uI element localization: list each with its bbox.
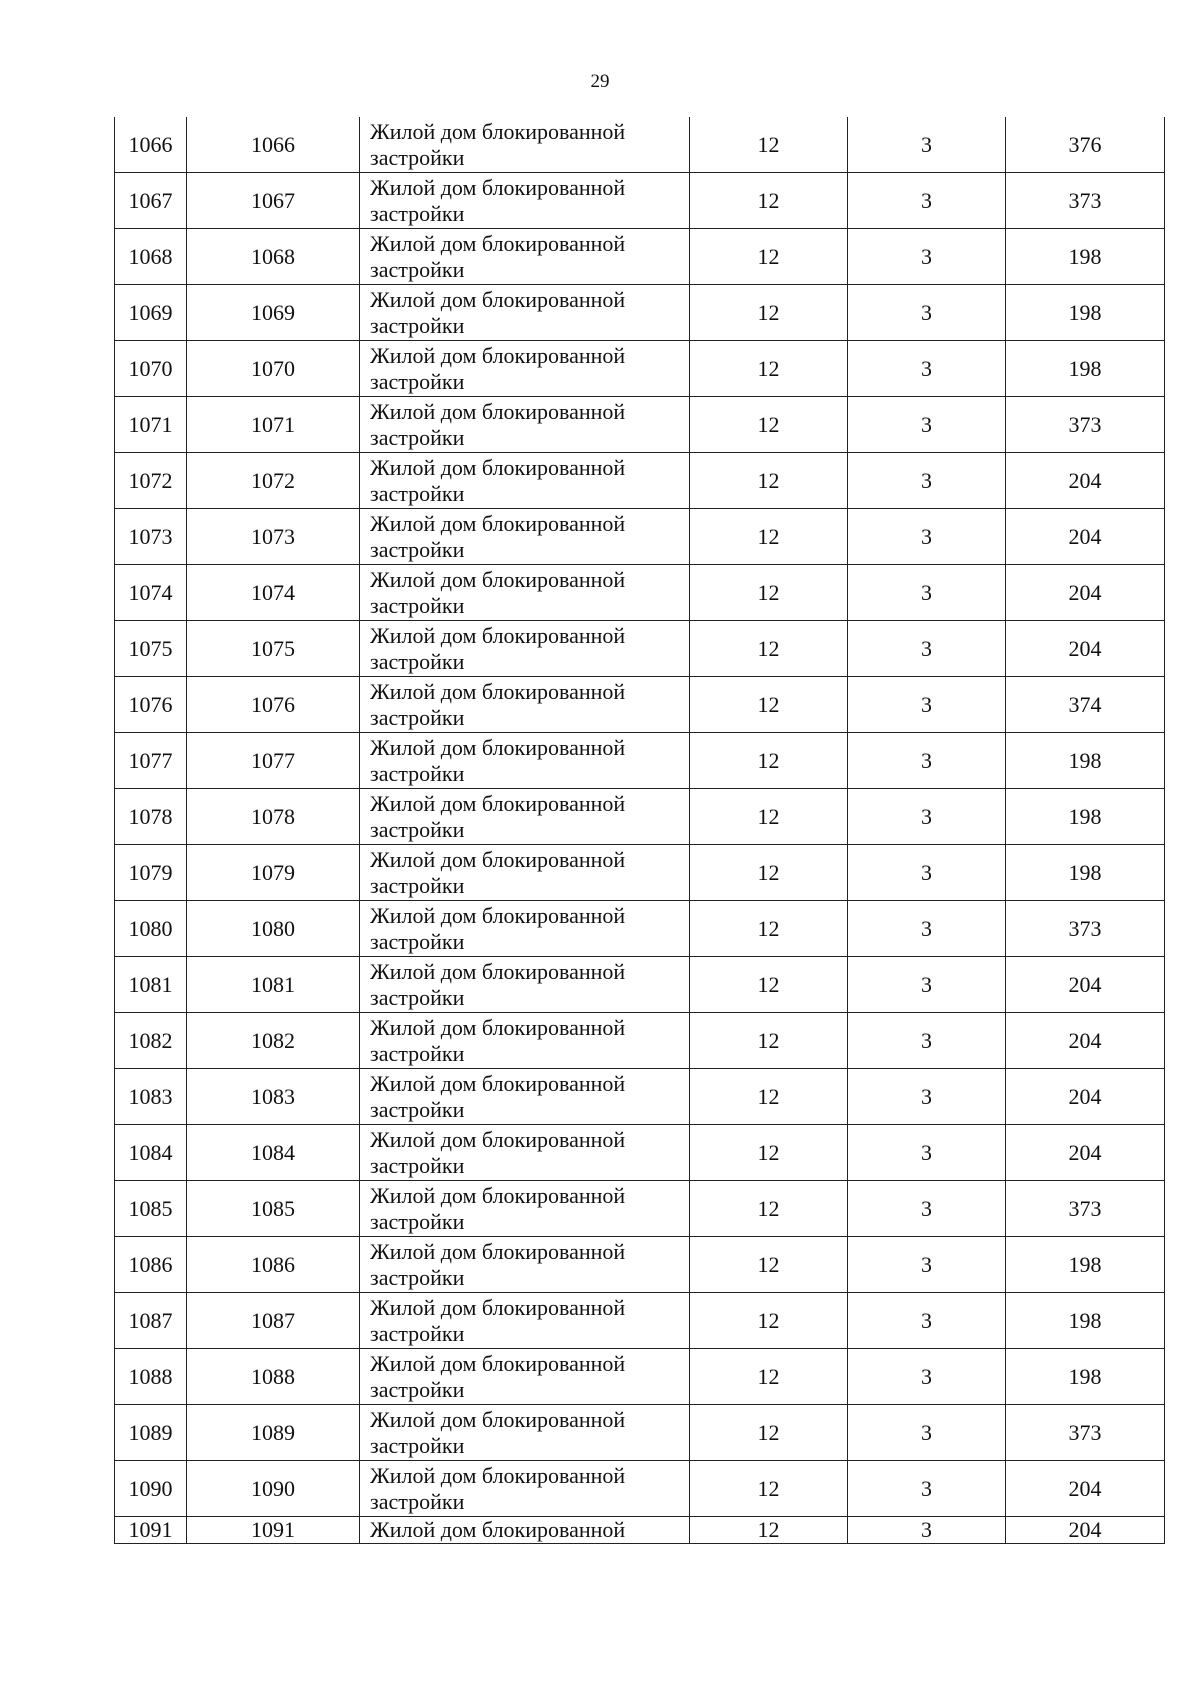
- value-b-cell: 3: [848, 733, 1006, 789]
- table-row: [115, 285, 1165, 341]
- value-b-cell: 3: [848, 845, 1006, 901]
- value-b-cell: 3: [848, 565, 1006, 621]
- value-c-cell: 198: [1006, 229, 1165, 285]
- object-id-cell: 1074: [187, 565, 360, 621]
- value-a-cell: 12: [690, 1461, 848, 1517]
- row-number-cell: 1069: [115, 285, 187, 341]
- object-id-cell: 1067: [187, 173, 360, 229]
- value-c-cell: 204: [1006, 509, 1165, 565]
- description-cell: Жилой дом блокированной застройки: [360, 1405, 690, 1461]
- description-cell: Жилой дом блокированной застройки: [360, 341, 690, 397]
- table-row: [115, 901, 1165, 957]
- value-c-cell: 204: [1006, 1517, 1165, 1544]
- description-cell: Жилой дом блокированной застройки: [360, 901, 690, 957]
- object-id-cell: 1078: [187, 789, 360, 845]
- object-id-cell: 1069: [187, 285, 360, 341]
- row-number-cell: 1070: [115, 341, 187, 397]
- value-c-cell: 204: [1006, 1069, 1165, 1125]
- description-cell: Жилой дом блокированной застройки: [360, 229, 690, 285]
- description-cell: Жилой дом блокированной застройки: [360, 1461, 690, 1517]
- value-c-cell: 204: [1006, 453, 1165, 509]
- value-b-cell: 3: [848, 173, 1006, 229]
- object-id-cell: 1082: [187, 1013, 360, 1069]
- row-number-cell: 1076: [115, 677, 187, 733]
- object-id-cell: 1076: [187, 677, 360, 733]
- value-c-cell: 373: [1006, 1181, 1165, 1237]
- table-row: [115, 173, 1165, 229]
- object-id-cell: 1075: [187, 621, 360, 677]
- value-b-cell: 3: [848, 1349, 1006, 1405]
- value-c-cell: 204: [1006, 621, 1165, 677]
- value-c-cell: 198: [1006, 733, 1165, 789]
- object-id-cell: 1068: [187, 229, 360, 285]
- value-a-cell: 12: [690, 341, 848, 397]
- value-b-cell: 3: [848, 1181, 1006, 1237]
- description-cell: Жилой дом блокированной застройки: [360, 733, 690, 789]
- row-number-cell: 1066: [115, 117, 187, 173]
- value-c-cell: 374: [1006, 677, 1165, 733]
- table-row: [115, 845, 1165, 901]
- value-c-cell: 198: [1006, 845, 1165, 901]
- row-number-cell: 1090: [115, 1461, 187, 1517]
- table-row: [115, 1349, 1165, 1405]
- row-number-cell: 1083: [115, 1069, 187, 1125]
- value-c-cell: 204: [1006, 1125, 1165, 1181]
- table-row: [115, 1181, 1165, 1237]
- object-id-cell: 1080: [187, 901, 360, 957]
- row-number-cell: 1077: [115, 733, 187, 789]
- description-cell: Жилой дом блокированной застройки: [360, 1293, 690, 1349]
- value-a-cell: 12: [690, 957, 848, 1013]
- value-a-cell: 12: [690, 1349, 848, 1405]
- value-c-cell: 373: [1006, 901, 1165, 957]
- value-a-cell: 12: [690, 397, 848, 453]
- value-a-cell: 12: [690, 229, 848, 285]
- object-id-cell: 1083: [187, 1069, 360, 1125]
- description-cell: Жилой дом блокированной застройки: [360, 117, 690, 173]
- row-number-cell: 1080: [115, 901, 187, 957]
- row-number-cell: 1082: [115, 1013, 187, 1069]
- value-b-cell: 3: [848, 621, 1006, 677]
- value-a-cell: 12: [690, 453, 848, 509]
- object-id-cell: 1088: [187, 1349, 360, 1405]
- object-id-cell: 1070: [187, 341, 360, 397]
- value-a-cell: 12: [690, 677, 848, 733]
- table-body: [115, 117, 1165, 1544]
- value-b-cell: 3: [848, 677, 1006, 733]
- row-number-cell: 1086: [115, 1237, 187, 1293]
- value-a-cell: 12: [690, 1181, 848, 1237]
- row-number-cell: 1078: [115, 789, 187, 845]
- value-a-cell: 12: [690, 1125, 848, 1181]
- table-row: [115, 1517, 1165, 1544]
- value-b-cell: 3: [848, 1237, 1006, 1293]
- table-row: [115, 453, 1165, 509]
- value-b-cell: 3: [848, 1461, 1006, 1517]
- value-b-cell: 3: [848, 453, 1006, 509]
- object-id-cell: 1077: [187, 733, 360, 789]
- description-cell: Жилой дом блокированной застройки: [360, 957, 690, 1013]
- description-cell: Жилой дом блокированной застройки: [360, 789, 690, 845]
- table-row: [115, 677, 1165, 733]
- object-id-cell: 1071: [187, 397, 360, 453]
- value-c-cell: 373: [1006, 173, 1165, 229]
- table-row: [115, 341, 1165, 397]
- object-id-cell: 1085: [187, 1181, 360, 1237]
- table-row: [115, 1069, 1165, 1125]
- value-c-cell: 198: [1006, 285, 1165, 341]
- object-id-cell: 1066: [187, 117, 360, 173]
- value-b-cell: 3: [848, 509, 1006, 565]
- description-cell: Жилой дом блокированной застройки: [360, 397, 690, 453]
- table-row: [115, 1293, 1165, 1349]
- table-row: [115, 733, 1165, 789]
- value-c-cell: 204: [1006, 1013, 1165, 1069]
- value-b-cell: 3: [848, 1517, 1006, 1544]
- value-a-cell: 12: [690, 173, 848, 229]
- value-a-cell: 12: [690, 565, 848, 621]
- row-number-cell: 1085: [115, 1181, 187, 1237]
- table-row: [115, 621, 1165, 677]
- row-number-cell: 1091: [115, 1517, 187, 1544]
- value-a-cell: 12: [690, 621, 848, 677]
- object-id-cell: 1084: [187, 1125, 360, 1181]
- table-row: [115, 397, 1165, 453]
- table-row: [115, 229, 1165, 285]
- row-number-cell: 1073: [115, 509, 187, 565]
- value-c-cell: 198: [1006, 1349, 1165, 1405]
- value-b-cell: 3: [848, 789, 1006, 845]
- description-cell: Жилой дом блокированной застройки: [360, 173, 690, 229]
- value-c-cell: 198: [1006, 1237, 1165, 1293]
- row-number-cell: 1089: [115, 1405, 187, 1461]
- row-number-cell: 1068: [115, 229, 187, 285]
- description-cell: Жилой дом блокированной: [360, 1517, 690, 1544]
- value-c-cell: 373: [1006, 1405, 1165, 1461]
- row-number-cell: 1071: [115, 397, 187, 453]
- value-b-cell: 3: [848, 957, 1006, 1013]
- row-number-cell: 1075: [115, 621, 187, 677]
- value-a-cell: 12: [690, 1069, 848, 1125]
- table-row: [115, 1461, 1165, 1517]
- object-id-cell: 1079: [187, 845, 360, 901]
- value-b-cell: 3: [848, 1293, 1006, 1349]
- description-cell: Жилой дом блокированной застройки: [360, 453, 690, 509]
- description-cell: Жилой дом блокированной застройки: [360, 1069, 690, 1125]
- table-row: [115, 1013, 1165, 1069]
- description-cell: Жилой дом блокированной застройки: [360, 285, 690, 341]
- value-a-cell: 12: [690, 1013, 848, 1069]
- value-b-cell: 3: [848, 1405, 1006, 1461]
- value-a-cell: 12: [690, 285, 848, 341]
- value-a-cell: 12: [690, 509, 848, 565]
- value-c-cell: 204: [1006, 565, 1165, 621]
- object-id-cell: 1090: [187, 1461, 360, 1517]
- description-cell: Жилой дом блокированной застройки: [360, 845, 690, 901]
- row-number-cell: 1084: [115, 1125, 187, 1181]
- table-row: [115, 789, 1165, 845]
- page-number: 29: [590, 71, 610, 92]
- row-number-cell: 1072: [115, 453, 187, 509]
- value-c-cell: 376: [1006, 117, 1165, 173]
- value-a-cell: 12: [690, 1405, 848, 1461]
- row-number-cell: 1067: [115, 173, 187, 229]
- value-b-cell: 3: [848, 285, 1006, 341]
- description-cell: Жилой дом блокированной застройки: [360, 1125, 690, 1181]
- value-c-cell: 373: [1006, 397, 1165, 453]
- table-row: [115, 1237, 1165, 1293]
- table-row: [115, 509, 1165, 565]
- table-row: [115, 1125, 1165, 1181]
- description-cell: Жилой дом блокированной застройки: [360, 677, 690, 733]
- description-cell: Жилой дом блокированной застройки: [360, 509, 690, 565]
- description-cell: Жилой дом блокированной застройки: [360, 1349, 690, 1405]
- value-b-cell: 3: [848, 1069, 1006, 1125]
- row-number-cell: 1088: [115, 1349, 187, 1405]
- value-a-cell: 12: [690, 845, 848, 901]
- value-b-cell: 3: [848, 1013, 1006, 1069]
- value-b-cell: 3: [848, 901, 1006, 957]
- value-b-cell: 3: [848, 397, 1006, 453]
- description-cell: Жилой дом блокированной застройки: [360, 1237, 690, 1293]
- value-a-cell: 12: [690, 1237, 848, 1293]
- object-id-cell: 1091: [187, 1517, 360, 1544]
- description-cell: Жилой дом блокированной застройки: [360, 1013, 690, 1069]
- registry-table: [114, 117, 1165, 1544]
- value-c-cell: 204: [1006, 957, 1165, 1013]
- value-c-cell: 198: [1006, 1293, 1165, 1349]
- table-row: [115, 957, 1165, 1013]
- object-id-cell: 1081: [187, 957, 360, 1013]
- description-cell: Жилой дом блокированной застройки: [360, 621, 690, 677]
- object-id-cell: 1087: [187, 1293, 360, 1349]
- row-number-cell: 1079: [115, 845, 187, 901]
- value-b-cell: 3: [848, 1125, 1006, 1181]
- row-number-cell: 1087: [115, 1293, 187, 1349]
- value-a-cell: 12: [690, 901, 848, 957]
- object-id-cell: 1086: [187, 1237, 360, 1293]
- value-a-cell: 12: [690, 1293, 848, 1349]
- description-cell: Жилой дом блокированной застройки: [360, 1181, 690, 1237]
- description-cell: Жилой дом блокированной застройки: [360, 565, 690, 621]
- value-b-cell: 3: [848, 229, 1006, 285]
- object-id-cell: 1089: [187, 1405, 360, 1461]
- table-row: [115, 565, 1165, 621]
- row-number-cell: 1081: [115, 957, 187, 1013]
- table-row: [115, 1405, 1165, 1461]
- value-a-cell: 12: [690, 117, 848, 173]
- value-b-cell: 3: [848, 117, 1006, 173]
- value-a-cell: 12: [690, 733, 848, 789]
- object-id-cell: 1073: [187, 509, 360, 565]
- value-b-cell: 3: [848, 341, 1006, 397]
- value-a-cell: 12: [690, 789, 848, 845]
- value-c-cell: 198: [1006, 341, 1165, 397]
- object-id-cell: 1072: [187, 453, 360, 509]
- table-row: [115, 117, 1165, 173]
- row-number-cell: 1074: [115, 565, 187, 621]
- value-c-cell: 198: [1006, 789, 1165, 845]
- value-a-cell: 12: [690, 1517, 848, 1544]
- value-c-cell: 204: [1006, 1461, 1165, 1517]
